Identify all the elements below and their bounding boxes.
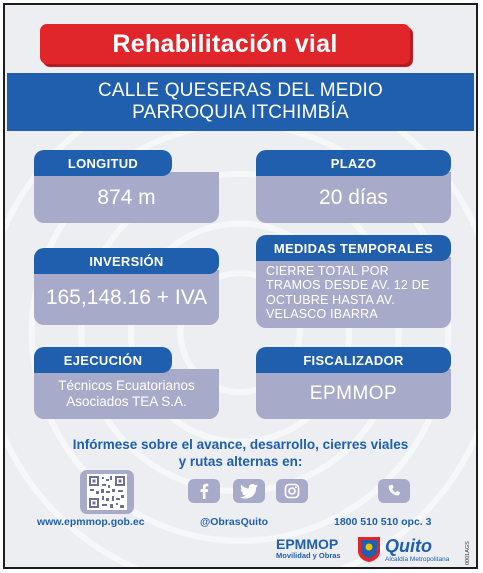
fiscalizador-value: EPMMOP <box>309 383 398 404</box>
card-ejecucion-body <box>34 369 219 419</box>
qr-code-graphic <box>87 474 127 510</box>
twitter-icon[interactable] <box>233 479 265 503</box>
card-medidas-temporales <box>256 235 451 328</box>
quito-logo-text: Quito <box>385 536 432 556</box>
phone-glyph <box>387 484 402 499</box>
card-inversion-body <box>34 270 219 325</box>
longitud-value: 874 m <box>97 185 156 209</box>
epmmop-logo-subtitle: Movilidad y Obras <box>276 551 341 560</box>
ejecucion-label: EJECUCIÓN <box>63 352 143 368</box>
phone-number[interactable]: 1800 510 510 opc. 3 <box>334 516 432 528</box>
inversion-label: INVERSIÓN <box>89 253 164 269</box>
medidas-line: CIERRE TOTAL POR <box>266 263 389 278</box>
qr-code-icon[interactable] <box>80 470 134 514</box>
card-fiscalizador-header <box>256 347 451 373</box>
card-longitud <box>34 150 219 223</box>
plazo-value: 20 días <box>319 185 388 209</box>
document-code: 0001AGS <box>465 541 471 565</box>
twitter-glyph <box>240 484 258 499</box>
card-medidas-header <box>256 235 451 261</box>
page-title: Rehabilitación vial <box>112 29 338 58</box>
social-handle-link[interactable]: @ObrasQuito <box>200 516 268 528</box>
ejecucion-line: Asociados TEA S.A. <box>66 394 187 409</box>
instagram-glyph <box>284 483 300 499</box>
facebook-icon[interactable] <box>188 479 220 503</box>
info-line-2: y rutas alternas en: <box>178 454 303 469</box>
website-link[interactable]: www.epmmop.gob.ec <box>37 516 145 528</box>
card-fiscalizador-body <box>256 369 451 419</box>
medidas-line: VELASCO IBARRA <box>266 307 378 321</box>
location-band <box>7 73 474 131</box>
medidas-line: OCTUBRE HASTA AV. <box>266 292 395 307</box>
epmmop-logo <box>276 537 350 567</box>
fiscalizador-label: FISCALIZADOR <box>303 352 404 368</box>
medidas-line: TRAMOS DESDE AV. 12 DE <box>266 278 430 292</box>
card-inversion <box>34 248 219 325</box>
plazo-label: PLAZO <box>330 155 377 171</box>
info-line-1: Infórmese sobre el avance, desarrollo, cierres viales <box>72 437 409 452</box>
medidas-label: MEDIDAS TEMPORALES <box>273 240 434 256</box>
street-name: CALLE QUESERAS DEL MEDIO <box>98 80 383 101</box>
phone-icon[interactable] <box>378 479 410 503</box>
card-plazo <box>256 150 451 223</box>
card-longitud-header <box>34 150 172 176</box>
card-medidas-body <box>256 257 451 328</box>
facebook-glyph <box>197 483 211 499</box>
title-banner <box>40 24 410 64</box>
epmmop-logo-text: EPMMOP <box>276 536 339 552</box>
card-inversion-header <box>34 248 219 274</box>
instagram-icon[interactable] <box>276 479 308 503</box>
card-fiscalizador <box>256 347 451 419</box>
card-ejecucion-header <box>34 347 172 373</box>
quito-logo-subtitle: Alcaldía Metropolitana <box>385 556 450 563</box>
parish-name: PARROQUIA ITCHIMBÍA <box>132 102 349 123</box>
inversion-value: 165,148.16 + IVA <box>45 285 208 309</box>
card-plazo-body <box>256 172 451 223</box>
info-poster <box>3 3 478 569</box>
ejecucion-line: Técnicos Ecuatorianos <box>58 378 195 393</box>
longitud-label: LONGITUD <box>67 155 139 171</box>
card-plazo-header <box>256 150 451 176</box>
card-longitud-body <box>34 172 219 223</box>
quito-seal-icon <box>356 535 382 563</box>
info-text <box>5 436 476 470</box>
card-ejecucion <box>34 347 219 419</box>
quito-logo <box>385 537 455 567</box>
